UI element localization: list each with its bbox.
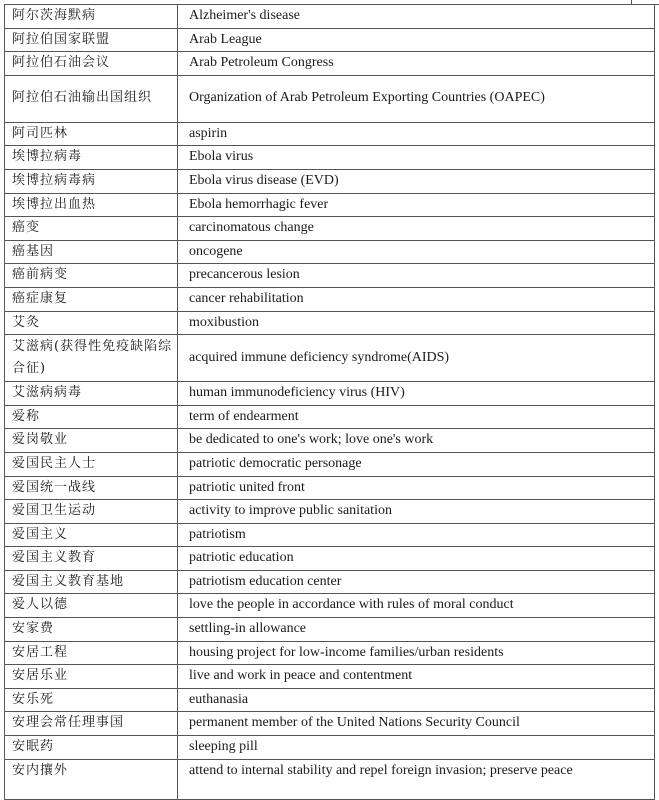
term-chinese: 癌症康复 (5, 287, 178, 311)
table-row (5, 452, 655, 476)
term-chinese: 爱岗敬业 (5, 429, 178, 453)
table-row (5, 688, 655, 712)
term-chinese: 阿拉伯国家联盟 (5, 28, 178, 52)
table-row (5, 217, 655, 241)
term-english: patriotic education (178, 547, 655, 571)
term-chinese: 安居乐业 (5, 665, 178, 689)
table-row (5, 146, 655, 170)
term-english: cancer rehabilitation (178, 287, 655, 311)
table-row (5, 240, 655, 264)
glossary-body (5, 5, 655, 800)
term-english: Arab Petroleum Congress (178, 52, 655, 76)
term-english: housing project for low-income families/urban residents (178, 641, 655, 665)
table-row (5, 547, 655, 571)
table-row (5, 641, 655, 665)
term-english: attend to internal stability and repel foreign invasion; preserve peace (178, 759, 655, 799)
term-english: Ebola hemorrhagic fever (178, 193, 655, 217)
term-english: human immunodeficiency virus (HIV) (178, 382, 655, 406)
term-english: acquired immune deficiency syndrome(AIDS) (178, 335, 655, 382)
term-chinese: 安家费 (5, 618, 178, 642)
term-chinese: 爱国主义教育基地 (5, 570, 178, 594)
term-chinese: 安乐死 (5, 688, 178, 712)
term-english: Organization of Arab Petroleum Exporting Countries (OAPEC) (178, 75, 655, 122)
term-chinese: 阿拉伯石油输出国组织 (5, 75, 178, 122)
table-row (5, 287, 655, 311)
term-english: carcinomatous change (178, 217, 655, 241)
table-row (5, 523, 655, 547)
table-row (5, 594, 655, 618)
term-english: patriotism education center (178, 570, 655, 594)
term-chinese: 爱国主义教育 (5, 547, 178, 571)
term-chinese: 阿司匹林 (5, 122, 178, 146)
table-row (5, 665, 655, 689)
table-row (5, 759, 655, 799)
term-english: patriotic united front (178, 476, 655, 500)
term-english: Alzheimer's disease (178, 5, 655, 29)
term-chinese: 爱人以德 (5, 594, 178, 618)
term-chinese: 埃博拉病毒病 (5, 169, 178, 193)
term-english: precancerous lesion (178, 264, 655, 288)
table-row (5, 52, 655, 76)
term-english: moxibustion (178, 311, 655, 335)
term-chinese: 爱国民主人士 (5, 452, 178, 476)
term-english: aspirin (178, 122, 655, 146)
term-chinese: 艾滋病(获得性免疫缺陷综合征) (5, 335, 178, 382)
table-row (5, 712, 655, 736)
term-english: permanent member of the United Nations Security Council (178, 712, 655, 736)
term-chinese: 安居工程 (5, 641, 178, 665)
term-chinese: 艾滋病病毒 (5, 382, 178, 406)
term-english: be dedicated to one's work; love one's work (178, 429, 655, 453)
term-chinese: 埃博拉病毒 (5, 146, 178, 170)
table-row (5, 476, 655, 500)
term-chinese: 癌前病变 (5, 264, 178, 288)
term-english: love the people in accordance with rules of moral conduct (178, 594, 655, 618)
term-english: sleeping pill (178, 736, 655, 760)
term-chinese: 安内攘外 (5, 759, 178, 799)
table-row (5, 264, 655, 288)
term-chinese: 安眠药 (5, 736, 178, 760)
term-english: patriotic democratic personage (178, 452, 655, 476)
term-english: term of endearment (178, 405, 655, 429)
term-chinese: 阿拉伯石油会议 (5, 52, 178, 76)
table-row (5, 429, 655, 453)
table-row (5, 169, 655, 193)
table-row (5, 405, 655, 429)
term-english: euthanasia (178, 688, 655, 712)
term-english: Ebola virus disease (EVD) (178, 169, 655, 193)
term-chinese: 爱国卫生运动 (5, 500, 178, 524)
term-english: settling-in allowance (178, 618, 655, 642)
table-row (5, 736, 655, 760)
table-row (5, 382, 655, 406)
term-chinese: 安理会常任理事国 (5, 712, 178, 736)
term-english: live and work in peace and contentment (178, 665, 655, 689)
glossary-table (4, 4, 655, 800)
table-row (5, 122, 655, 146)
term-chinese: 埃博拉出血热 (5, 193, 178, 217)
term-chinese: 艾灸 (5, 311, 178, 335)
table-row (5, 618, 655, 642)
term-chinese: 阿尔茨海默病 (5, 5, 178, 29)
term-chinese: 爱称 (5, 405, 178, 429)
term-english: activity to improve public sanitation (178, 500, 655, 524)
term-chinese: 癌变 (5, 217, 178, 241)
table-row (5, 311, 655, 335)
table-row (5, 193, 655, 217)
term-chinese: 爱国主义 (5, 523, 178, 547)
table-row (5, 500, 655, 524)
term-english: patriotism (178, 523, 655, 547)
table-row (5, 335, 655, 382)
table-row (5, 5, 655, 29)
term-chinese: 爱国统一战线 (5, 476, 178, 500)
table-row (5, 28, 655, 52)
term-chinese: 癌基因 (5, 240, 178, 264)
table-row (5, 570, 655, 594)
term-english: oncogene (178, 240, 655, 264)
table-row (5, 75, 655, 122)
term-english: Arab League (178, 28, 655, 52)
term-english: Ebola virus (178, 146, 655, 170)
